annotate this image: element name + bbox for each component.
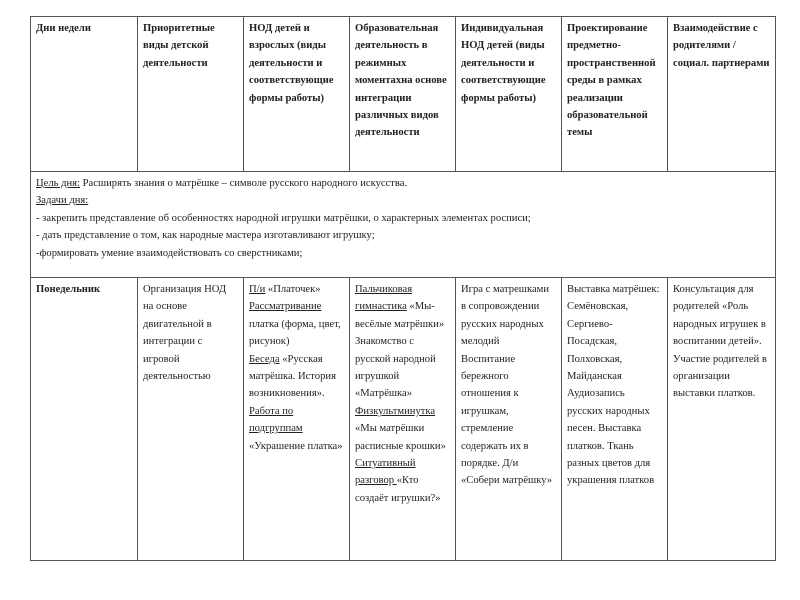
- nod-cell: [244, 278, 350, 561]
- priority-cell: Организация НОД на основе двигательной в интеграции с игровой деятельностью: [138, 278, 244, 561]
- goal-row: [31, 172, 776, 278]
- nod-item: Беседа «Русская матрёшка. История возникновения».: [249, 353, 336, 400]
- regime-cell: [350, 278, 456, 561]
- weekly-plan-table: [30, 16, 776, 561]
- header-regime: Образовательная деятельность в режимных моментахна основе интеграции различных видов деятельности: [350, 17, 456, 172]
- parents-cell: Консультация для родителей «Роль народных игрушек в воспитании детей». Участие родителей в организации выставки платков.: [668, 278, 776, 561]
- header-row: [31, 17, 776, 172]
- goal-line: [36, 175, 770, 192]
- regime-item: Пальчиковая гимнастика «Мы-весёлые матрёшки» Знакомство с русской народной игрушкой «Матрёшка»: [355, 284, 445, 400]
- monday-row: [31, 278, 776, 561]
- nod-item: Рассматривание платка (форма, цвет, рисунок): [249, 301, 341, 348]
- day-cell: Понедельник: [31, 278, 138, 561]
- environment-cell: Выставка матрёшек: Семёновская, Сергиево-Посадская, Полховская, Майданская Аудиозапись русских народных песен. Выставка платков. Ткань разных цветов для украшения платков: [562, 278, 668, 561]
- individual-cell: Игра с матрешками в сопровождении русских народных мелодий Воспитание бережного отношения к игрушкам, стремление содержать их в порядке. Д/и «Собери матрёшку»: [456, 278, 562, 561]
- goal-cell: [31, 172, 776, 278]
- goal-label: Цель дня:: [36, 178, 80, 189]
- regime-item: Физкультминутка «Мы матрёшки расписные крошки»: [355, 405, 446, 452]
- task-item: -формировать умение взаимодействовать со сверстниками;: [36, 247, 303, 259]
- nod-item: П/и «Платочек»: [249, 284, 321, 295]
- header-priority: Приоритетные виды детской деятельности: [138, 17, 244, 172]
- goal-text: Расширять знания о матрёшке – символе русского народного искусства.: [80, 178, 408, 189]
- header-environment: Проектирование предметно-пространственной среды в рамках реализации образовательной темы: [562, 17, 668, 172]
- regime-item: Ситуативный разговор «Кто создаёт игрушки?»: [355, 458, 441, 504]
- header-days: Дни недели: [31, 17, 138, 172]
- tasks-label: Задачи дня:: [36, 195, 89, 207]
- header-nod: НОД детей и взрослых (виды деятельности и соответствующие формы работы): [244, 17, 350, 172]
- task-item: - дать представление о том, как народные мастера изготавливают игрушку;: [36, 230, 375, 242]
- header-parents: Взаимодействие с родителями / социал. партнерами: [668, 17, 776, 172]
- task-item: - закрепить представление об особенностях народной игрушки матрёшки, о характерных элементах росписи;: [36, 212, 531, 224]
- nod-item: Работа по подгруппам «Украшение платка»: [249, 405, 343, 452]
- header-individual: Индивидуальная НОД детей (виды деятельности и соответствующие формы работы): [456, 17, 562, 172]
